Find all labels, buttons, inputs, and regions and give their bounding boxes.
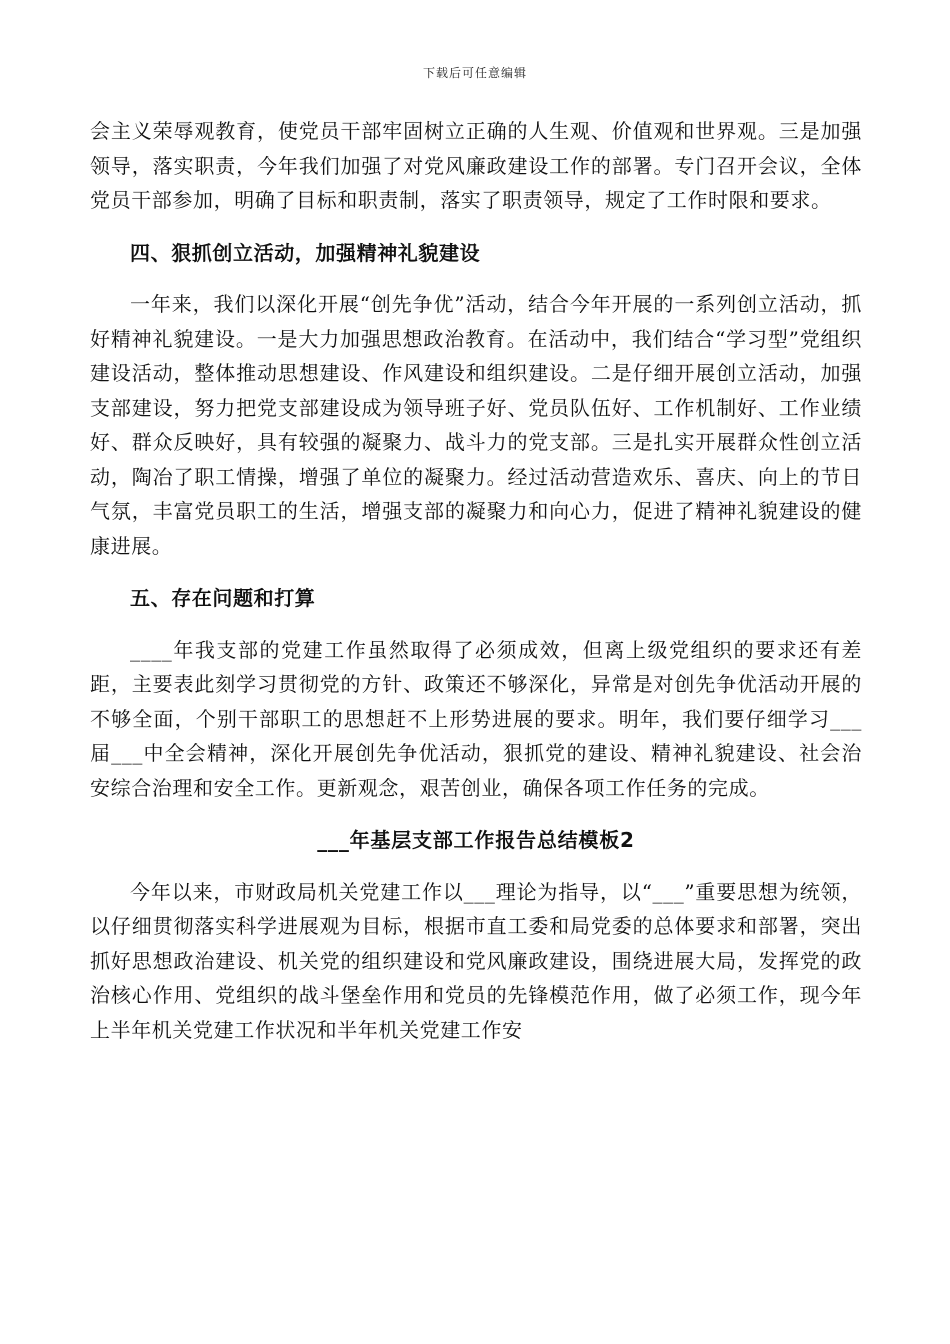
document-title-2: ___年基层支部工作报告总结模板2	[317, 828, 635, 852]
paragraph-section-5: ____年我支部的党建工作虽然取得了必须成效，但离上级党组织的要求还有差距，主要表此刻学习贯彻党的方针、政策还不够深化，异常是对创先争优活动开展的不够全面，个别干部职工的思想赶不上形势进展的要求。明年，我们要仔细学习___届___中全会精神，深化开展创先争优活动，狠抓党的建设、精神礼貌建设、社会治安综合治理和安全工作。更新观念，艰苦创业，确保各项工作任务的完成。	[90, 637, 862, 800]
paragraph-template-2: 今年以来，市财政局机关党建工作以___理论为指导，以“___”重要思想为统领，以仔细贯彻落实科学进展观为目标，根据市直工委和局党委的总体要求和部署，突出抓好思想政治建设、机关党的组织建设和党风廉政建设，围绕进展大局，发挥党的政治核心作用、党组织的战斗堡垒作用和党员的先锋模范作用，做了必须工作，现今年上半年机关党建工作状况和半年机关党建工作安	[90, 879, 862, 1042]
paragraph-section-4: 一年来，我们以深化开展“创先争优”活动，结合今年开展的一系列创立活动，抓好精神礼貌建设。一是大力加强思想政治教育。在活动中，我们结合“学习型”党组织建设活动，整体推动思想建设、作风建设和组织建设。二是仔细开展创立活动，加强支部建设，努力把党支部建设成为领导班子好、党员队伍好、工作机制好、工作业绩好、群众反映好，具有较强的凝聚力、战斗力的党支部。三是扎实开展群众性创立活动，陶冶了职工情操，增强了单位的凝聚力。经过活动营造欢乐、喜庆、向上的节日气氛，丰富党员职工的生活，增强支部的凝聚力和向心力，促进了精神礼貌建设的健康进展。	[90, 292, 862, 558]
page-header-note: 下载后可任意编辑	[422, 66, 527, 80]
section-heading-5: 五、存在问题和打算	[130, 586, 316, 610]
document-body	[90, 114, 862, 1047]
section-heading-4: 四、狠抓创立活动，加强精神礼貌建设	[130, 240, 481, 265]
paragraph-continued: 会主义荣辱观教育，使党员干部牢固树立正确的人生观、价值观和世界观。三是加强领导，落实职责，今年我们加强了对党风廉政建设工作的部署。专门召开会议，全体党员干部参加，明确了目标和职责制，落实了职责领导，规定了工作时限和要求。	[90, 119, 862, 212]
